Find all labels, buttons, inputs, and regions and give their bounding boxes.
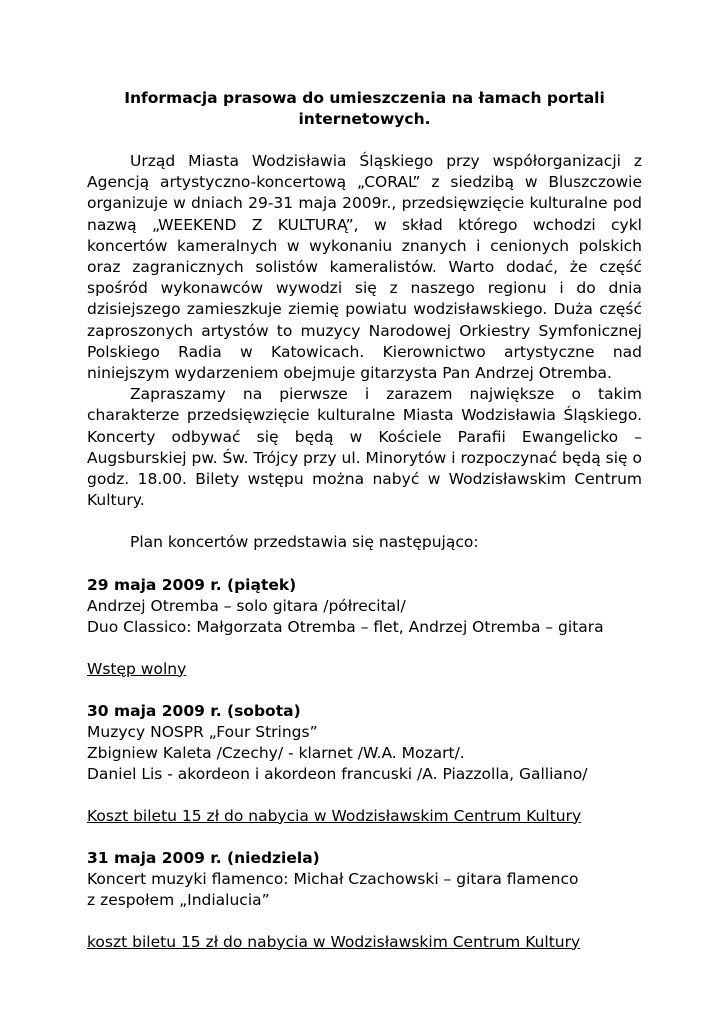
- day-3-line-1: Koncert muzyki flamenco: Michał Czachowski – gitara flamenco: [87, 869, 579, 888]
- day-2-line-3: Daniel Lis - akordeon i akordeon francuski /A. Piazzolla, Galliano/: [87, 764, 588, 783]
- day-2-title: 30 maja 2009 r. (sobota): [87, 701, 301, 720]
- day-3-title: 31 maja 2009 r. (niedziela): [87, 848, 320, 867]
- day-2-ticket-note: Koszt biletu 15 zł do nabycia w Wodzisławskim Centrum Kultury: [87, 806, 582, 825]
- title-line-2: internetowych.: [298, 110, 431, 128]
- title-line-1: Informacja prasowa do umieszczenia na łamach portali: [124, 89, 605, 107]
- concert-day-2: [87, 701, 642, 827]
- plan-intro: Plan koncertów przedstawia się następująco:: [130, 533, 479, 552]
- intro-paragraph: Urząd Miasta Wodzisławia Śląskiego przy współorganizacji z Agencją artystyczno-koncertową „CORAL” z siedzibą w Bluszczowie organizuje w dniach 29-31 maja 2009r., przedsięwzięcie kulturalne pod nazwą „WEEKEND Z KULTURĄ”, w skład którego wchodzi cykl koncertów kameralnych w wykonaniu znanych i cenionych polskich oraz zagranicznych solistów kameralistów. Warto dodać, że część spośród wykonawców wywodzi się z naszego regionu i do dnia dzisiejszego zamieszkuje ziemię powiatu wodzisławskiego. Duża część zaproszonych artystów to muzycy Narodowej Orkiestry Symfonicznej Polskiego Radia w Katowicach. Kierownictwo artystyczne nad niniejszym wydarzeniem obejmuje gitarzysta Pan Andrzej Otremba.: [87, 152, 642, 383]
- day-1-admission-note: Wstęp wolny: [87, 659, 187, 678]
- invitation-paragraph: Zapraszamy na pierwsze i zarazem największe o takim charakterze przedsięwzięcie kulturalne Miasta Wodzisławia Śląskiego. Koncerty odbywać się będą w Kościele Parafii Ewangelicko – Augsburskiej pw. Św. Trójcy przy ul. Minorytów i rozpoczynać będą się o godz. 18.00. Bilety wstępu można nabyć w Wodzisławskim Centrum Kultury.: [87, 385, 642, 510]
- day-1-line-1: Andrzej Otremba – solo gitara /półrecital/: [87, 596, 406, 615]
- day-2-line-1: Muzycy NOSPR „Four Strings”: [87, 722, 318, 741]
- day-2-line-2: Zbigniew Kaleta /Czechy/ - klarnet /W.A. Mozart/.: [87, 743, 465, 762]
- day-1-line-2: Duo Classico: Małgorzata Otremba – flet, Andrzej Otremba – gitara: [87, 617, 604, 636]
- day-1-title: 29 maja 2009 r. (piątek): [87, 575, 297, 594]
- day-3-ticket-note: koszt biletu 15 zł do nabycia w Wodzisławskim Centrum Kultury: [87, 932, 581, 951]
- concert-day-1: [87, 575, 642, 680]
- page-title: [87, 88, 642, 130]
- day-3-line-2: z zespołem „Indialucia”: [87, 890, 270, 909]
- concert-day-3: [87, 848, 642, 953]
